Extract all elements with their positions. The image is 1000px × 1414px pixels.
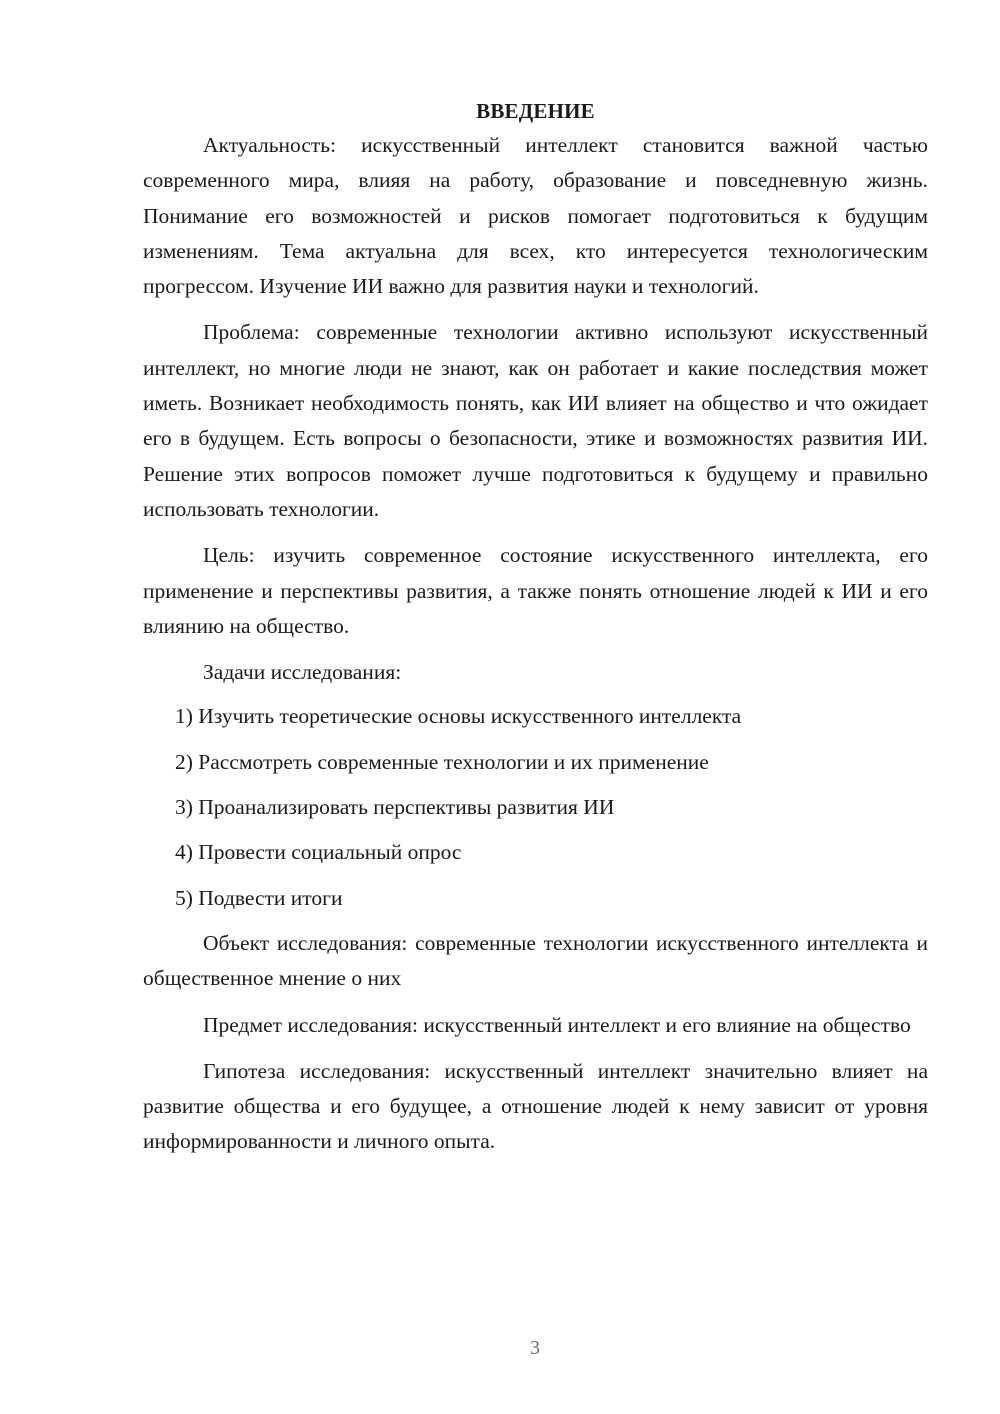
list-item: 3) Проанализировать перспективы развития ИИ xyxy=(175,795,615,820)
list-item: 5) Подвести итоги xyxy=(175,885,343,910)
page-number: 3 xyxy=(530,1337,540,1359)
section-title: ВВЕДЕНИЕ xyxy=(476,99,595,123)
document-page xyxy=(143,96,928,1171)
subject-paragraph: Предмет исследования: искусственный интеллект и его влияние на общество xyxy=(203,1012,911,1037)
goal-paragraph: Цель: изучить современное состояние искусственного интеллекта, его применение и перспективы развития, а также понять отношение людей к ИИ и его влиянию на общество. xyxy=(143,543,928,638)
tasks-heading: Задачи исследования: xyxy=(203,660,402,685)
list-item: 2) Рассмотреть современные технологии и их применение xyxy=(175,749,709,774)
hypothesis-paragraph: Гипотеза исследования: искусственный интеллект значительно влияет на развитие общества и его будущее, а отношение людей к нему зависит от уровня информированности и личного опыта. xyxy=(143,1058,928,1154)
tasks-list xyxy=(143,699,928,915)
list-item: 1) Изучить теоретические основы искусственного интеллекта xyxy=(175,704,742,729)
object-paragraph: Объект исследования: современные технологии искусственного интеллекта и общественное мнение о них xyxy=(143,930,928,991)
list-item: 4) Провести социальный опрос xyxy=(175,840,462,865)
problem-paragraph: Проблема: современные технологии активно используют искусственный интеллект, но многие люди не знают, как он работает и какие последствия может иметь. Возникает необходимость понять, как ИИ влияет на общество и что ожидает его в будущем. Есть вопросы о безопасности, этике и возможностях развития ИИ. Решение этих вопросов поможет лучше подготовиться к будущему и правильно использовать технологии. xyxy=(143,320,928,521)
relevance-paragraph: Актуальность: искусственный интеллект становится важной частью современного мира, влияя на работу, образование и повседневную жизнь. Понимание его возможностей и рисков помогает подготовиться к будущим изменениям. Тема актуальна для всех, кто интересуется технологическим прогрессом. Изучение ИИ важно для развития науки и технологий. xyxy=(143,133,928,299)
